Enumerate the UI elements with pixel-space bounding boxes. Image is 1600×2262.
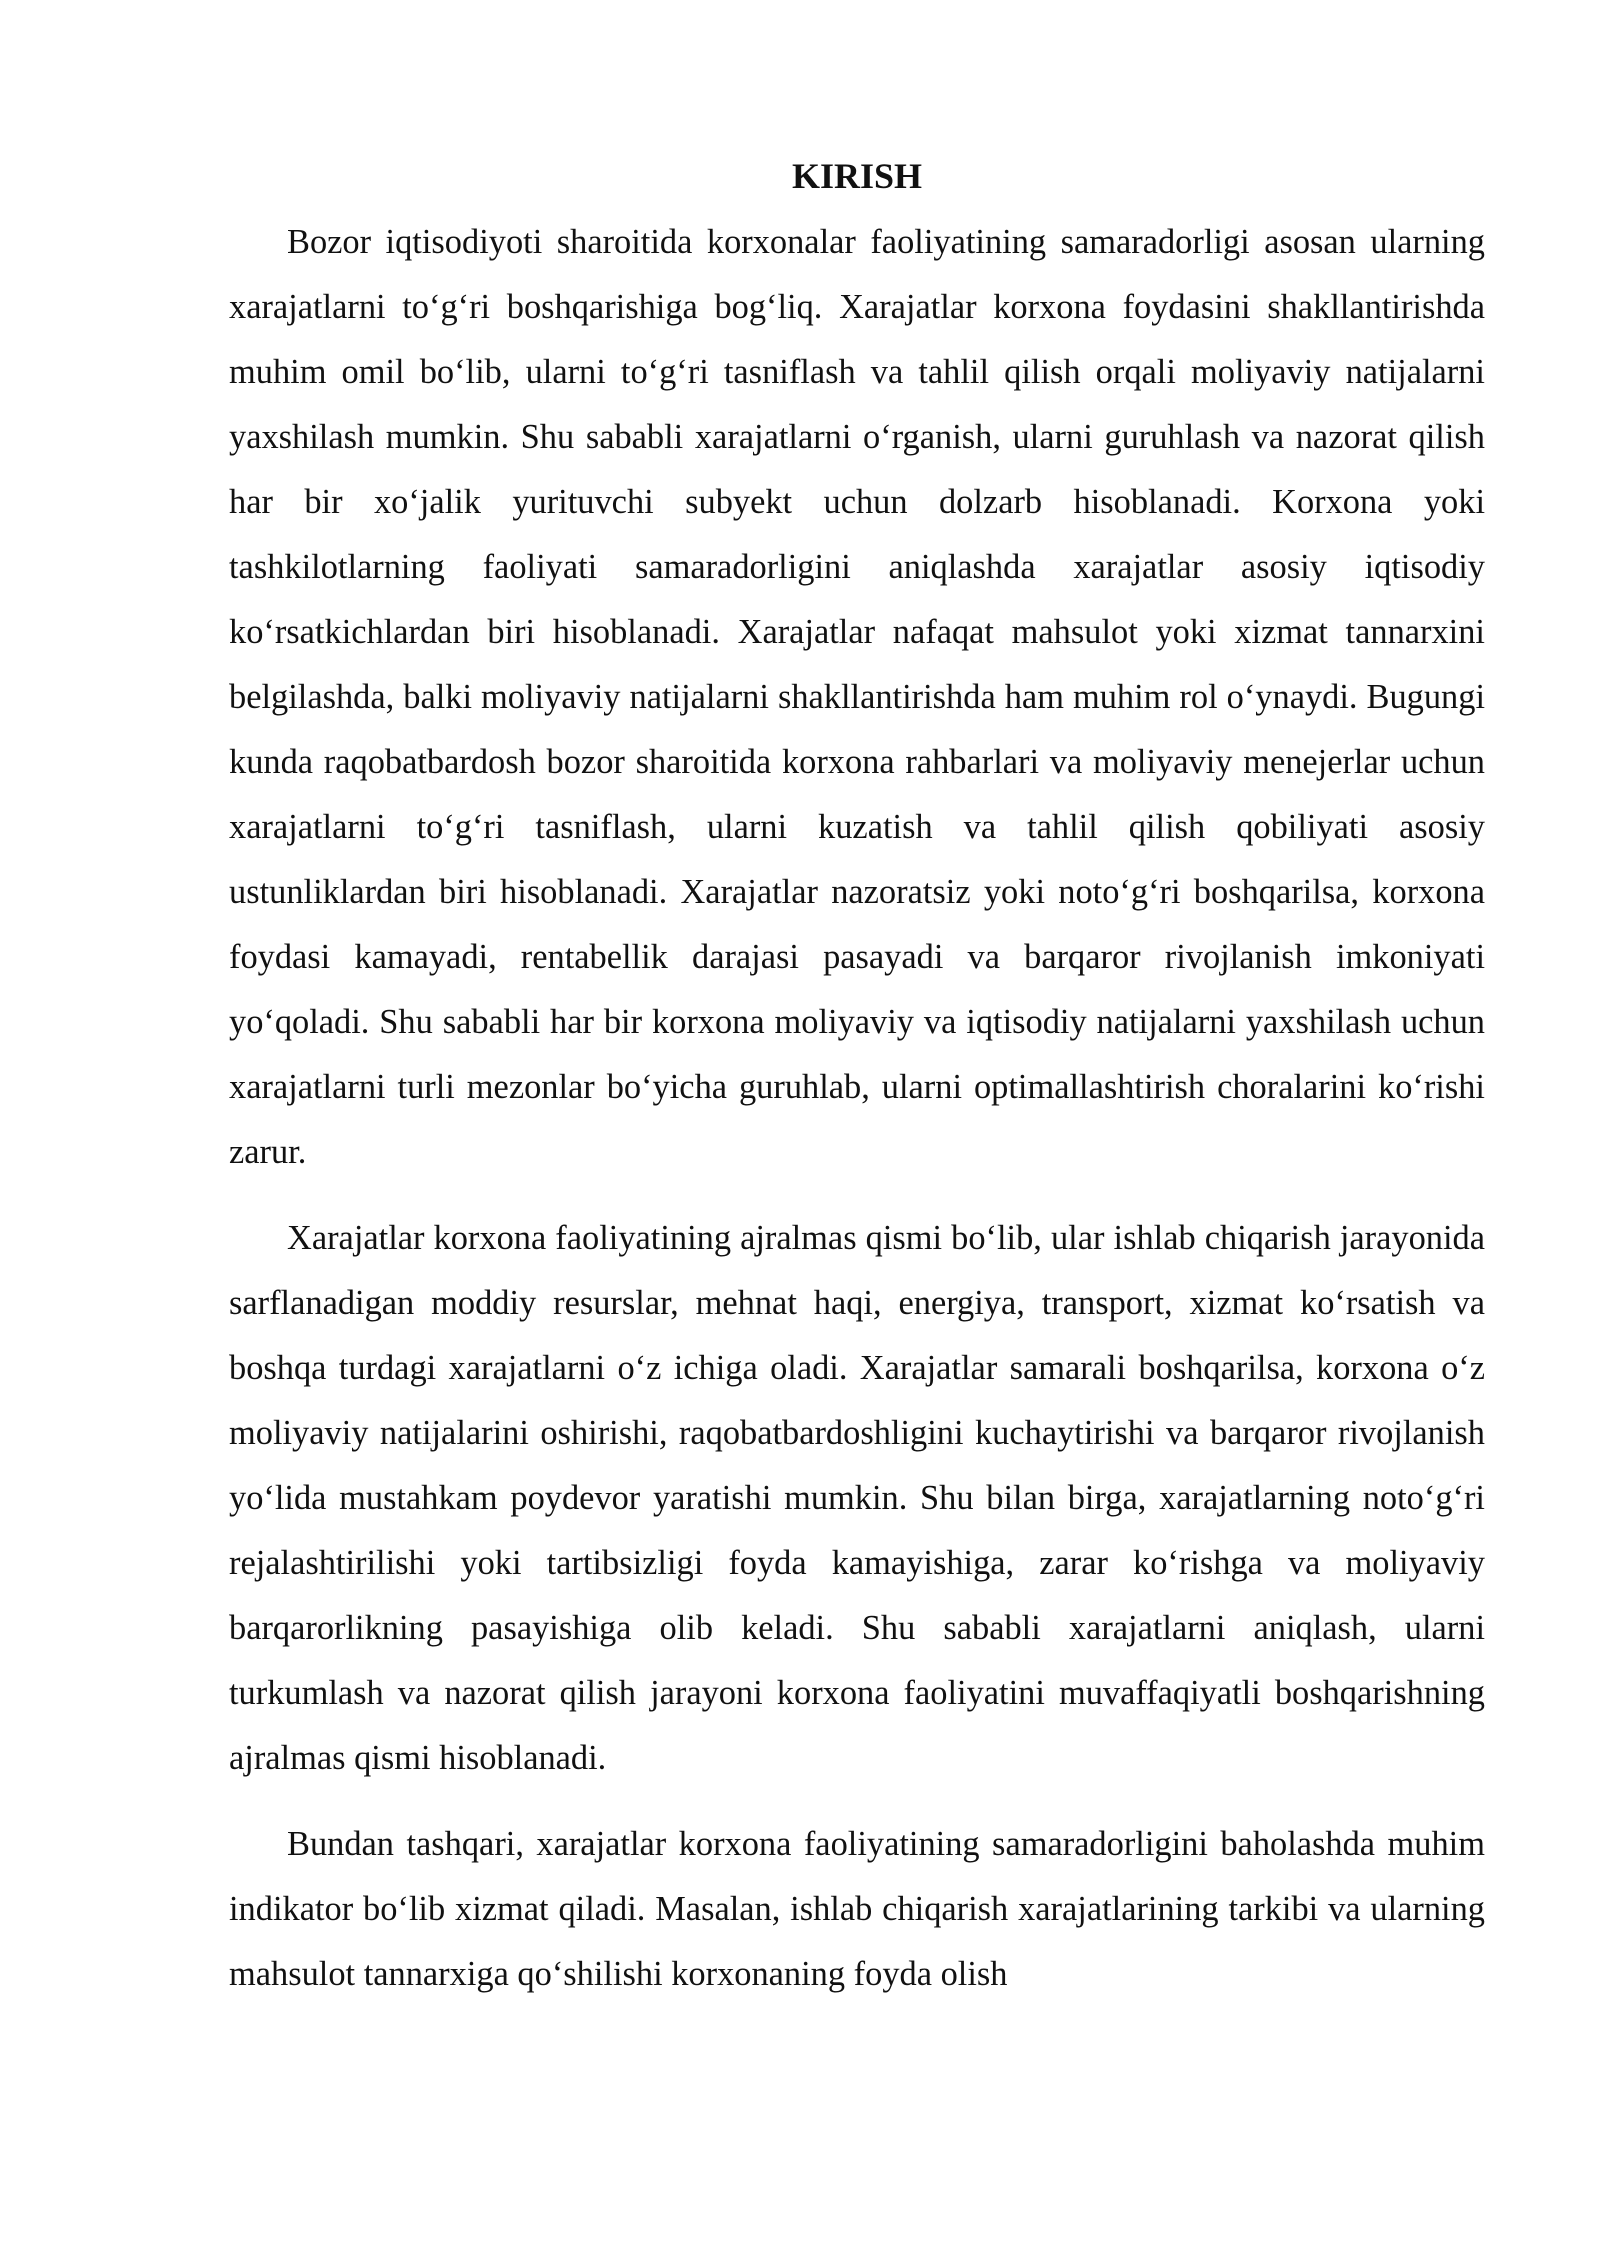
page-title: KIRISH (791, 156, 923, 196)
paragraph-1: Bozor iqtisodiyoti sharoitida korxonalar faoliyatining samaradorligi asosan ularning xarajatlarni to‘g‘ri boshqarishiga bog‘liq. Xarajatlar korxona foydasini shakllantirishda muhim omil bo‘lib, ularni to‘g‘ri tasniflash va tahlil qilish orqali moliyaviy natijalarni yaxshilash mumkin. Shu sababli xarajatlarni o‘rganish, ularni guruhlash va nazorat qilish har bir xo‘jalik yurituvchi subyekt uchun dolzarb hisoblanadi. Korxona yoki tashkilotlarning faoliyati samaradorligini aniqlashda xarajatlar asosiy iqtisodiy ko‘rsatkichlardan biri hisoblanadi. Xarajatlar nafaqat mahsulot yoki xizmat tannarxini belgilashda, balki moliyaviy natijalarni shakllantirishda ham muhim rol o‘ynaydi. Bugungi kunda raqobatbardosh bozor sharoitida korxona rahbarlari va moliyaviy menejerlar uchun xarajatlarni to‘g‘ri tasniflash, ularni kuzatish va tahlil qilish qobiliyati asosiy ustunliklardan biri hisoblanadi. Xarajatlar nazoratsiz yoki noto‘g‘ri boshqarilsa, korxona foydasi kamayadi, rentabellik darajasi pasayadi va barqaror rivojlanish imkoniyati yo‘qoladi. Shu sababli har bir korxona moliyaviy va iqtisodiy natijalarni yaxshilash uchun xarajatlarni turli mezonlar bo‘yicha guruhlab, ularni optimallashtirish choralarini ko‘rishi zarur. (229, 223, 1485, 1171)
paragraph-2: Xarajatlar korxona faoliyatining ajralmas qismi bo‘lib, ular ishlab chiqarish jarayonida sarflanadigan moddiy resurslar, mehnat haqi, energiya, transport, xizmat ko‘rsatish va boshqa turdagi xarajatlarni o‘z ichiga oladi. Xarajatlar samarali boshqarilsa, korxona o‘z moliyaviy natijalarini oshirishi, raqobatbardoshligini kuchaytirishi va barqaror rivojlanish yo‘lida mustahkam poydevor yaratishi mumkin. Shu bilan birga, xarajatlarning noto‘g‘ri rejalashtirilishi yoki tartibsizligi foyda kamayishiga, zarar ko‘rishga va moliyaviy barqarorlikning pasayishiga olib keladi. Shu sababli xarajatlarni aniqlash, ularni turkumlash va nazorat qilish jarayoni korxona faoliyatini muvaffaqiyatli boshqarishning ajralmas qismi hisoblanadi. (229, 1219, 1485, 1777)
paragraph-3: Bundan tashqari, xarajatlar korxona faoliyatining samaradorligini baholashda muhim indikator bo‘lib xizmat qiladi. Masalan, ishlab chiqarish xarajatlarining tarkibi va ularning mahsulot tannarxiga qo‘shilishi korxonaning foyda olish (229, 1825, 1485, 1993)
page-content (229, 150, 1485, 2007)
